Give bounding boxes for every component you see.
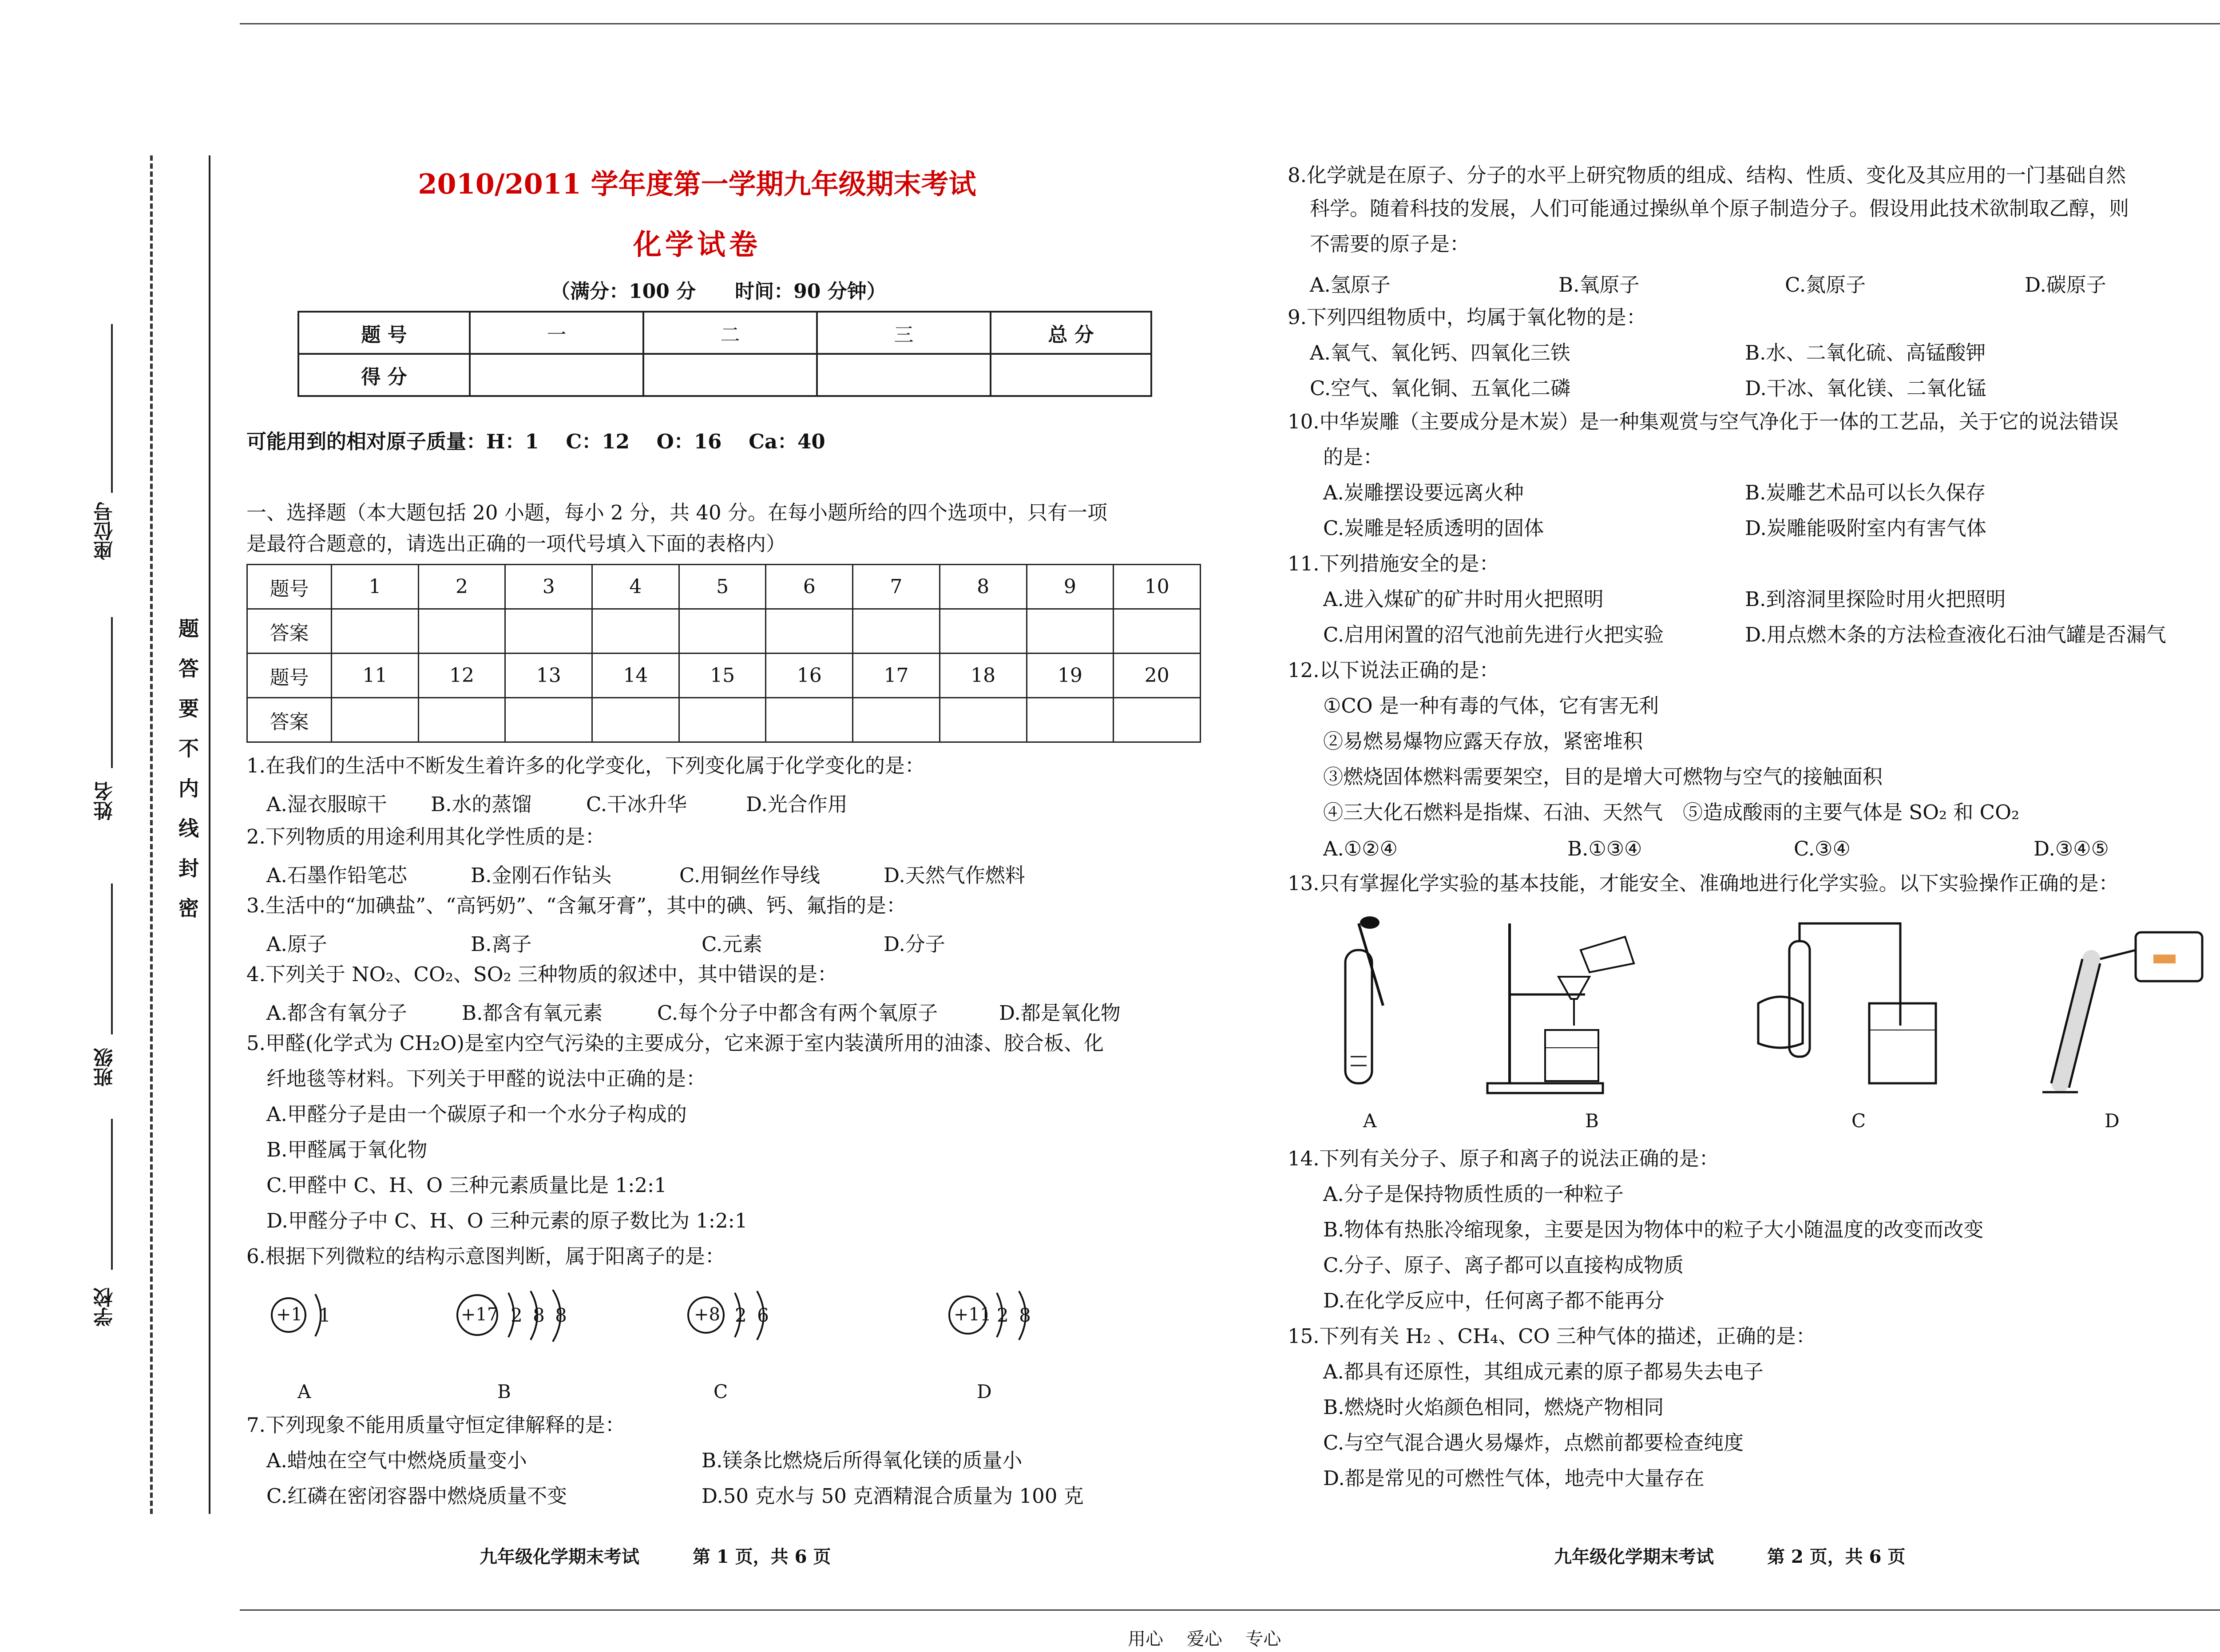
option: B.水的蒸馏 [431, 792, 532, 816]
question-14-stem: 14.下列有关分子、原子和离子的说法正确的是： [1288, 1147, 1719, 1170]
score-input-cell[interactable] [643, 354, 817, 396]
seat-number-blank[interactable] [111, 324, 113, 493]
option: C.炭雕是轻质透明的固体 [1323, 516, 1544, 540]
score-input-cell[interactable] [991, 354, 1151, 396]
atomic-mass-note: 可能用到的相对原子质量：H：1 C：12 O：16 Ca：40 [246, 430, 825, 453]
option: B.炭雕艺术品可以长久保存 [1745, 481, 1986, 504]
answer-input-cell[interactable] [1114, 698, 1201, 742]
shell-electrons: 2 8 8 [511, 1304, 567, 1326]
name-blank[interactable] [111, 617, 113, 768]
option: C.启用闲置的沼气池前先进行火把实验 [1323, 623, 1664, 646]
score-header-cell: 总 分 [991, 312, 1151, 354]
answer-input-cell[interactable] [1114, 609, 1201, 654]
seal-warning-text: 题 答 要 不 内 线 封 密 [178, 617, 199, 920]
answer-input-cell[interactable] [418, 698, 505, 742]
option: C.空气、氧化铜、五氧化二磷 [1310, 376, 1571, 400]
score-header-cell: 题 号 [298, 312, 470, 354]
name-label: 姓名 [94, 781, 116, 820]
question-number-cell: 10 [1114, 565, 1201, 609]
option: B.物体有热胀冷缩现象，主要是因为物体中的粒子大小随温度的改变而改变 [1323, 1218, 1984, 1241]
option: D.天然气作燃料 [884, 864, 1025, 887]
score-header-cell: 二 [643, 312, 817, 354]
question-number-cell: 5 [679, 565, 766, 609]
binding-solid-line [209, 155, 210, 1514]
question-number-cell: 17 [853, 654, 940, 698]
question-number-cell: 12 [418, 654, 505, 698]
lab-illustration-d-icon [2034, 915, 2220, 1101]
option: A.分子是保持物质性质的一种粒子 [1323, 1182, 1624, 1206]
option: D.都是氧化物 [999, 1001, 1121, 1025]
option: D.③④⑤ [2034, 837, 2109, 860]
question-10-stem: 的是： [1323, 445, 1384, 469]
paper-subtitle: 化学试卷 [633, 228, 761, 261]
answer-input-cell[interactable] [853, 698, 940, 742]
lab-illustration-c-icon [1745, 915, 1949, 1101]
question-number-cell: 2 [418, 565, 505, 609]
score-input-cell[interactable] [817, 354, 991, 396]
question-number-cell: 11 [332, 654, 419, 698]
binding-dashed-line [150, 155, 153, 1514]
option: D.炭雕能吸附室内有害气体 [1745, 516, 1986, 540]
option: B.氧原子 [1558, 273, 1640, 297]
question-9-stem: 9.下列四组物质中，均属于氧化物的是： [1288, 305, 1646, 329]
question-15-stem: 15.下列有关 H₂ 、CH₄、CO 三种气体的描述，正确的是： [1288, 1324, 1816, 1348]
option: B.金刚石作钻头 [471, 864, 612, 887]
diagram-label: B [1585, 1110, 1599, 1132]
option: C.③④ [1794, 837, 1851, 860]
answer-table-label: 题号 [247, 565, 332, 609]
question-number-cell: 1 [332, 565, 419, 609]
question-number-cell: 3 [505, 565, 592, 609]
option: B.甲醛属于氧化物 [266, 1138, 428, 1161]
option: C.每个分子中都含有两个氧原子 [657, 1001, 938, 1025]
question-number-cell: 8 [940, 565, 1027, 609]
question-8-stem: 不需要的原子是： [1310, 232, 1470, 256]
answer-input-cell[interactable] [853, 609, 940, 654]
lab-illustration-a-icon [1328, 910, 1434, 1097]
option: C.用铜丝作导线 [679, 864, 821, 887]
atom-diagram-b [453, 1288, 613, 1402]
option: B.镁条比燃烧后所得氧化镁的质量小 [702, 1449, 1023, 1472]
question-4-stem: 4.下列关于 NO₂、CO₂、SO₂ 三种物质的叙述中，其中错误的是： [246, 963, 837, 986]
option: A.石墨作铅笔芯 [266, 864, 407, 887]
diagram-label: C [1851, 1110, 1866, 1132]
lab-illustration-b-icon [1479, 915, 1647, 1101]
option: B.水、二氧化硫、高锰酸钾 [1745, 341, 1986, 364]
option: A.炭雕摆设要远离火种 [1323, 481, 1524, 504]
option: D.光合作用 [746, 792, 848, 816]
answer-table-label: 答案 [247, 609, 332, 654]
option: D.用点燃木条的方法检查液化石油气罐是否漏气 [1745, 623, 2166, 646]
diagram-label: A [1363, 1110, 1377, 1132]
nucleus-charge: +11 [954, 1304, 991, 1325]
answer-input-cell[interactable] [679, 609, 766, 654]
statement: ④三大化石燃料是指煤、石油、天然气 ⑤造成酸雨的主要气体是 SO₂ 和 CO₂ [1323, 800, 2020, 824]
option: A.进入煤矿的矿井时用火把照明 [1323, 587, 1604, 611]
question-12-stem: 12.以下说法正确的是： [1288, 658, 1499, 682]
question-number-cell: 9 [1027, 565, 1114, 609]
answer-input-cell[interactable] [505, 609, 592, 654]
question-number-cell: 16 [766, 654, 853, 698]
school-blank[interactable] [111, 1119, 113, 1270]
answer-input-cell[interactable] [1027, 609, 1114, 654]
nucleus-charge: +8 [694, 1304, 720, 1325]
answer-table-label: 题号 [247, 654, 332, 698]
question-number-cell: 18 [940, 654, 1027, 698]
statement: ①CO 是一种有毒的气体，它有害无利 [1323, 694, 1659, 717]
diagram-label: D [2105, 1110, 2120, 1132]
question-2-stem: 2.下列物质的用途利用其化学性质的是： [246, 825, 605, 848]
option: B.离子 [471, 932, 532, 956]
question-number-cell: 7 [853, 565, 940, 609]
seat-number-label: 座位号 [94, 502, 116, 560]
atom-diagram-a [266, 1288, 377, 1402]
answer-input-cell[interactable] [332, 698, 419, 742]
option: A.都具有还原性，其组成元素的原子都易失去电子 [1323, 1360, 1764, 1383]
nucleus-charge: +1 [276, 1304, 302, 1325]
question-number-cell: 15 [679, 654, 766, 698]
answer-input-cell[interactable] [592, 698, 679, 742]
bottom-rule [240, 1609, 2220, 1611]
score-time: （满分：100 分 时间：90 分钟） [551, 280, 886, 303]
option: D.碳原子 [2025, 273, 2106, 297]
question-1-stem: 1.在我们的生活中不断发生着许多的化学变化，下列变化属于化学变化的是： [246, 754, 925, 777]
section1-intro: 一、选择题（本大题包括 20 小题，每小 2 分，共 40 分。在每小题所给的四个选项中，只有一项 [246, 501, 1107, 524]
option: D.50 克水与 50 克酒精混合质量为 100 克 [702, 1484, 1084, 1508]
statement: ③燃烧固体燃料需要架空，目的是增大可燃物与空气的接触面积 [1323, 765, 1883, 788]
option: A.甲醛分子是由一个碳原子和一个水分子构成的 [266, 1102, 687, 1126]
question-3-stem: 3.生活中的“加碘盐”、“高钙奶”、“含氟牙膏”，其中的碘、钙、氟指的是： [246, 894, 906, 917]
question-number-cell: 6 [766, 565, 853, 609]
option: C.甲醛中 C、H、O 三种元素质量比是 1:2:1 [266, 1173, 667, 1197]
option: A.氧气、氧化钙、四氧化三铁 [1310, 341, 1570, 364]
answer-table-label: 答案 [247, 698, 332, 742]
exam-title: 2010/2011 学年度第一学期九年级期末考试 [418, 168, 976, 200]
option: C.氮原子 [1785, 273, 1866, 297]
question-8-stem: 8.化学就是在原子、分子的水平上研究物质的组成、结构、性质、变化及其应用的一门基础自然 [1288, 163, 2126, 187]
option: C.与空气混合遇火易爆炸，点燃前都要检查纯度 [1323, 1431, 1744, 1454]
option: A.湿衣服晾干 [266, 792, 387, 816]
diagram-label: C [714, 1381, 728, 1402]
school-label: 学校 [94, 1288, 116, 1327]
answer-input-cell[interactable] [940, 698, 1027, 742]
question-8-stem: 科学。随着科技的发展，人们可能通过操纵单个原子制造分子。假设用此技术欲制取乙醇，则 [1310, 197, 2129, 220]
option: A.氢原子 [1310, 273, 1391, 297]
score-row-label: 得 分 [298, 354, 470, 396]
answer-input-cell[interactable] [1027, 698, 1114, 742]
option: A.都含有氧分子 [266, 1001, 407, 1025]
footer-page-left: 九年级化学期末考试 第 1 页，共 6 页 [480, 1546, 831, 1567]
question-number-cell: 13 [505, 654, 592, 698]
option: B.燃烧时火焰颜色相同，燃烧产物相同 [1323, 1395, 1664, 1419]
section1-intro: 是最符合题意的，请选出正确的一项代号填入下面的表格内） [246, 532, 786, 555]
option: D.甲醛分子中 C、H、O 三种元素的原子数比为 1:2:1 [266, 1209, 748, 1232]
top-rule [240, 23, 2220, 24]
class-blank[interactable] [111, 883, 113, 1034]
score-table [297, 311, 1152, 397]
option: B.都含有氧元素 [462, 1001, 603, 1025]
answer-input-cell[interactable] [592, 609, 679, 654]
class-label: 班级 [94, 1048, 116, 1087]
diagram-label: B [497, 1381, 511, 1402]
question-11-stem: 11.下列措施安全的是： [1288, 552, 1499, 575]
option: A.原子 [266, 932, 327, 956]
atom-diagram-c [686, 1288, 819, 1402]
score-header-cell: 一 [470, 312, 643, 354]
score-input-cell[interactable] [470, 354, 643, 396]
question-5-stem: 5.甲醛(化学式为 CH₂O)是室内空气污染的主要成分，它来源于室内装潢所用的油漆、胶合板、化 [246, 1031, 1104, 1055]
option: C.分子、原子、离子都可以直接构成物质 [1323, 1253, 1684, 1277]
shell-electrons: 2 8 [997, 1304, 1031, 1326]
answer-input-cell[interactable] [940, 609, 1027, 654]
option: D.在化学反应中，任何离子都不能再分 [1323, 1289, 1665, 1312]
question-5-stem: 纤地毯等材料。下列关于甲醛的说法中正确的是： [266, 1067, 706, 1090]
diagram-label: D [977, 1381, 992, 1402]
option: B.①③④ [1567, 837, 1642, 860]
question-number-cell: 20 [1114, 654, 1201, 698]
question-6-stem: 6.根据下列微粒的结构示意图判断，属于阳离子的是： [246, 1244, 725, 1268]
answer-input-cell[interactable] [505, 698, 592, 742]
diagram-label: A [297, 1381, 311, 1402]
answer-input-cell[interactable] [679, 698, 766, 742]
question-7-stem: 7.下列现象不能用质量守恒定律解释的是： [246, 1413, 625, 1437]
option: C.元素 [702, 932, 763, 956]
answer-table [246, 564, 1201, 743]
option: C.红磷在密闭容器中燃烧质量不变 [266, 1484, 567, 1508]
option: D.都是常见的可燃性气体，地壳中大量存在 [1323, 1466, 1705, 1490]
question-number-cell: 19 [1027, 654, 1114, 698]
shell-electrons: 2 6 [735, 1304, 769, 1326]
option: A.蜡烛在空气中燃烧质量变小 [266, 1449, 527, 1472]
statement: ②易燃易爆物应露天存放，紧密堆积 [1323, 729, 1643, 753]
nucleus-charge: +17 [461, 1304, 499, 1325]
option: A.①②④ [1323, 837, 1398, 860]
score-header-cell: 三 [817, 312, 991, 354]
question-number-cell: 4 [592, 565, 679, 609]
question-13-stem: 13.只有掌握化学实验的基本技能，才能安全、准确地进行化学实验。以下实验操作正确的是： [1288, 872, 2119, 895]
option: C.干冰升华 [586, 792, 687, 816]
answer-input-cell[interactable] [332, 609, 419, 654]
footer-motto: 用心 爱心 专心 [1128, 1629, 1281, 1649]
answer-input-cell[interactable] [418, 609, 505, 654]
shell-electrons: 1 [319, 1304, 331, 1326]
answer-input-cell[interactable] [766, 698, 853, 742]
footer-page-right: 九年级化学期末考试 第 2 页，共 6 页 [1554, 1546, 1906, 1567]
option: B.到溶洞里探险时用火把照明 [1745, 587, 2006, 611]
atom-diagram-d [946, 1288, 1079, 1402]
answer-input-cell[interactable] [766, 609, 853, 654]
option: D.分子 [884, 932, 945, 956]
option: D.干冰、氧化镁、二氧化锰 [1745, 376, 1986, 400]
question-10-stem: 10.中华炭雕（主要成分是木炭）是一种集观赏与空气净化于一体的工艺品，关于它的说法错误 [1288, 410, 2119, 433]
question-number-cell: 14 [592, 654, 679, 698]
